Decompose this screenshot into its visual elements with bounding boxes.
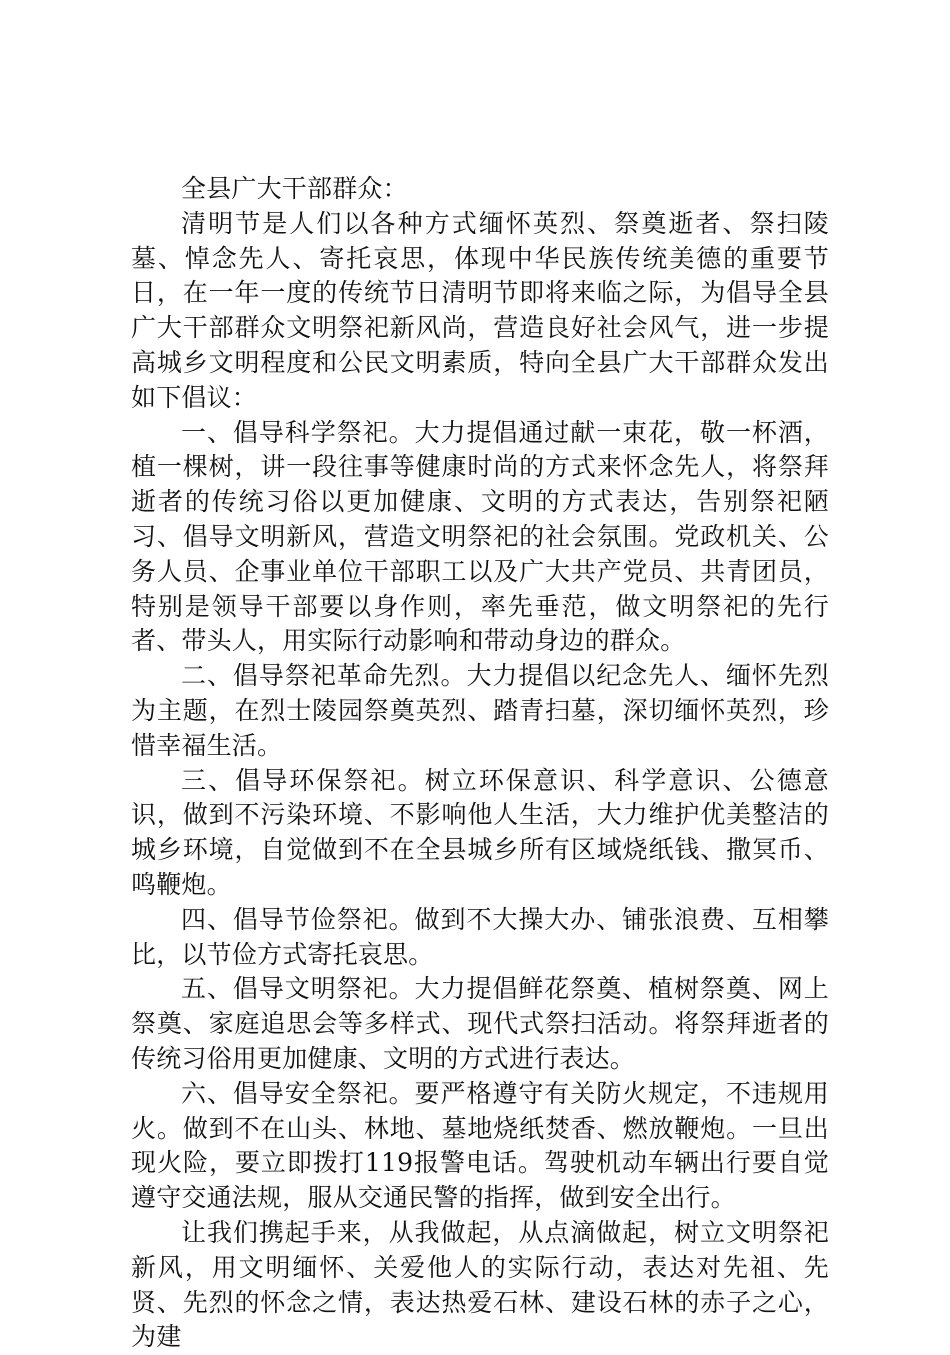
paragraph-item-1: 一、倡导科学祭祀。大力提倡通过献一束花，敬一杯酒，植一棵树，讲一段往事等健康时尚的方式来怀念先人，将祭拜逝者的传统习俗以更加健康、文明的方式表达，告别祭祀陋习、倡导文明新风，营造文明祭祀的社会氛围。党政机关、公务人员、企事业单位干部职工以及广大共产党员、共青团员，特别是领导干部要以身作则，率先垂范，做文明祭祀的先行者、带头人，用实际行动影响和带动身边的群众。 [131, 417, 829, 656]
paragraph-item-4: 四、倡导节俭祭祀。做到不大操大办、铺张浪费、互相攀比，以节俭方式寄托哀思。 [131, 904, 829, 969]
paragraph-intro: 清明节是人们以各种方式缅怀英烈、祭奠逝者、祭扫陵墓、悼念先人、寄托哀思，体现中华民族传统美德的重要节日，在一年一度的传统节日清明节即将来临之际，为倡导全县广大干部群众文明祭祀新风尚，营造良好社会风气，进一步提高城乡文明程度和公民文明素质，特向全县广大干部群众发出如下倡议： [131, 208, 829, 412]
paragraph-item-6: 六、倡导安全祭祀。要严格遵守有关防火规定，不违规用火。做到不在山头、林地、墓地烧纸焚香、燃放鞭炮。一旦出现火险，要立即拨打119报警电话。驾驶机动车辆出行要自觉遵守交通法规，服从交通民警的指挥，做到安全出行。 [131, 1078, 829, 1213]
salutation: 全县广大干部群众： [181, 174, 408, 203]
paragraph-item-2: 二、倡导祭祀革命先烈。大力提倡以纪念先人、缅怀先烈为主题，在烈士陵园祭奠英烈、踏青扫墓，深切缅怀英烈，珍惜幸福生活。 [131, 661, 829, 760]
paragraph-item-3: 三、倡导环保祭祀。树立环保意识、科学意识、公德意识，做到不污染环境、不影响他人生活，大力维护优美整洁的城乡环境，自觉做到不在全县城乡所有区域烧纸钱、撒冥币、鸣鞭炮。 [131, 765, 829, 899]
paragraph-closing: 让我们携起手来，从我做起，从点滴做起，树立文明祭祀新风，用文明缅怀、关爱他人的实际行动，表达对先祖、先贤、先烈的怀念之情，表达热爱石林、建设石林的赤子之心，为建 [131, 1217, 829, 1352]
document-body [131, 172, 829, 1355]
paragraph-item-5: 五、倡导文明祭祀。大力提倡鲜花祭奠、植树祭奠、网上祭奠、家庭追思会等多样式、现代式祭扫活动。将祭拜逝者的传统习俗用更加健康、文明的方式进行表达。 [131, 974, 829, 1073]
